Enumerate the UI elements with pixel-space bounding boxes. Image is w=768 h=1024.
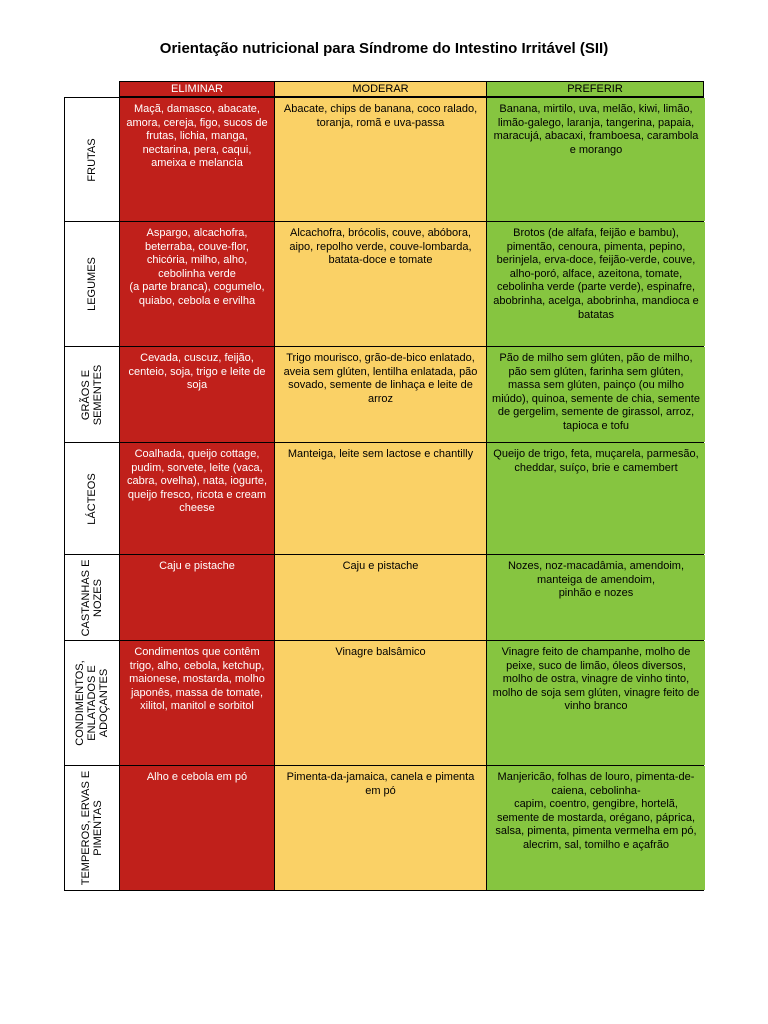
cell-eliminar: Cevada, cuscuz, feijão, centeio, soja, trigo e leite de soja xyxy=(120,347,274,442)
table-row-condimentos xyxy=(65,640,703,765)
row-category xyxy=(65,766,120,890)
cell-preferir: Manjericão, folhas de louro, pimenta-de-caiena, cebolinha- capim, coentro, gengibre, hortelã, semente de mostarda, orégano, páprica, salsa, pimenta, pimenta vermelha em pó, alecrim, sal, tomilho e açafrão xyxy=(486,766,705,890)
cell-moderar: Alcachofra, brócolis, couve, abóbora, aipo, repolho verde, couve-lombarda, batata-doce e tomate xyxy=(274,222,486,346)
row-category xyxy=(65,443,120,554)
row-category-label: FRUTAS xyxy=(86,137,98,182)
cell-moderar: Vinagre balsâmico xyxy=(274,641,486,765)
row-category xyxy=(65,222,120,346)
column-header-row xyxy=(119,81,704,97)
column-header-preferir: PREFERIR xyxy=(486,82,703,96)
row-category xyxy=(65,641,120,765)
page-title: Orientação nutricional para Síndrome do Intestino Irritável (SII) xyxy=(159,40,609,57)
row-category-label: LÁCTEOS xyxy=(86,472,98,525)
table-row-lacteos xyxy=(65,442,703,554)
table-row-frutas xyxy=(65,98,703,221)
row-category-label: CASTANHAS E NOZES xyxy=(80,559,104,636)
cell-moderar: Pimenta-da-jamaica, canela e pimenta em pó xyxy=(274,766,486,890)
table-row-legumes xyxy=(65,221,703,346)
table-row-graos xyxy=(65,346,703,442)
row-category xyxy=(65,555,120,640)
cell-moderar: Manteiga, leite sem lactose e chantilly xyxy=(274,443,486,554)
row-category xyxy=(65,347,120,442)
row-category-label: GRÃOS E SEMENTES xyxy=(80,364,104,425)
cell-preferir: Pão de milho sem glúten, pão de milho, pão sem glúten, farinha sem glúten, massa sem glúten, painço (ou milho miúdo), quinoa, semente de chia, semente de gergelim, semente de girassol, arroz, tapioca e tofu xyxy=(486,347,705,442)
table-row-temperos xyxy=(65,765,703,890)
cell-preferir: Vinagre feito de champanhe, molho de peixe, suco de limão, óleos diversos, molho de ostra, vinagre de vinho tinto, molho de soja sem glúten, vinagre feito de vinho branco xyxy=(486,641,705,765)
cell-preferir: Queijo de trigo, feta, muçarela, parmesão, cheddar, suíço, brie e camembert xyxy=(486,443,705,554)
cell-eliminar: Condimentos que contêm trigo, alho, cebola, ketchup, maionese, mostarda, molho japonês, massa de tomate, xilitol, manitol e sorbitol xyxy=(120,641,274,765)
cell-preferir: Nozes, noz-macadâmia, amendoim, manteiga de amendoim, pinhão e nozes xyxy=(486,555,705,640)
cell-moderar: Trigo mourisco, grão-de-bico enlatado, aveia sem glúten, lentilha enlatada, pão sovado, semente de linhaça e leite de arroz xyxy=(274,347,486,442)
cell-eliminar: Alho e cebola em pó xyxy=(120,766,274,890)
row-category xyxy=(65,98,120,221)
cell-eliminar: Maçã, damasco, abacate, amora, cereja, figo, sucos de frutas, lichia, manga, nectarina, pera, caqui, ameixa e melancia xyxy=(120,98,274,221)
nutrition-table xyxy=(64,97,704,891)
cell-moderar: Caju e pistache xyxy=(274,555,486,640)
row-category-label: LEGUMES xyxy=(86,257,98,311)
cell-eliminar: Caju e pistache xyxy=(120,555,274,640)
row-category-label: CONDIMENTOS, ENLATADOS E ADOÇANTES xyxy=(74,660,110,746)
cell-moderar: Abacate, chips de banana, coco ralado, toranja, romã e uva-passa xyxy=(274,98,486,221)
cell-preferir: Brotos (de alfafa, feijão e bambu), pimentão, cenoura, pimenta, pepino, berinjela, erva-doce, feijão-verde, couve, alho-poró, alface, azeitona, tomate, cebolinha verde (parte verde), espinafre, abobrinha, acelga, abobrinha, mandioca e batatas xyxy=(486,222,705,346)
table-row-castanhas xyxy=(65,554,703,640)
cell-preferir: Banana, mirtilo, uva, melão, kiwi, limão, limão-galego, laranja, tangerina, papaia, maracujá, abacaxi, framboesa, carambola e morango xyxy=(486,98,705,221)
column-header-eliminar: ELIMINAR xyxy=(120,82,274,96)
column-header-moderar: MODERAR xyxy=(274,82,486,96)
row-category-label: TEMPEROS, ERVAS E PIMENTAS xyxy=(80,770,104,886)
cell-eliminar: Coalhada, queijo cottage, pudim, sorvete, leite (vaca, cabra, ovelha), nata, iogurte, queijo fresco, ricota e cream cheese xyxy=(120,443,274,554)
cell-eliminar: Aspargo, alcachofra, beterraba, couve-flor, chicória, milho, alho, cebolinha verde (a parte branca), cogumelo, quiabo, cebola e ervilha xyxy=(120,222,274,346)
